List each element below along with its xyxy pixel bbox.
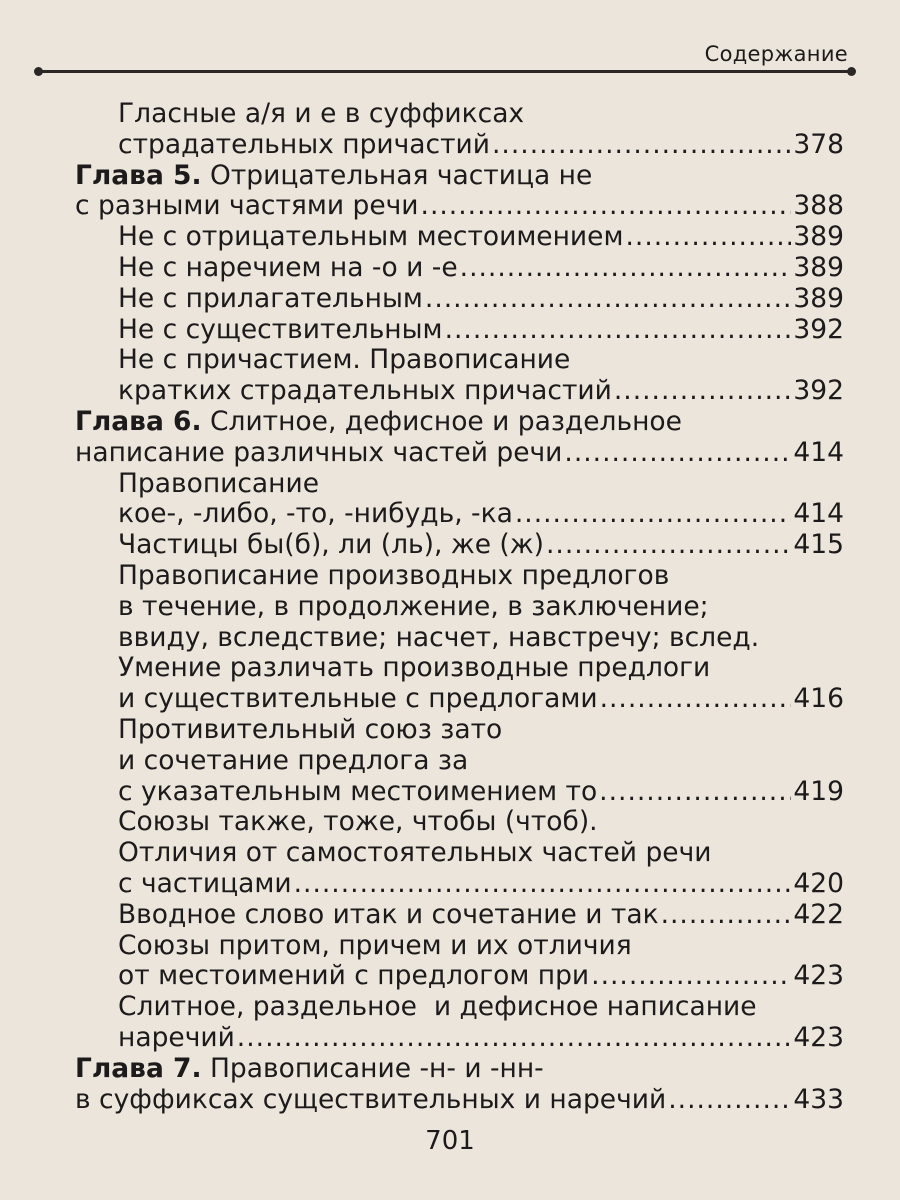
toc-page-number: 423 [793, 960, 844, 992]
toc-line [0, 592, 900, 623]
toc-line-text: Не с прилагательным [118, 282, 423, 314]
toc-page-number: 392 [793, 375, 844, 407]
toc-line [0, 869, 900, 900]
toc-line-text: с частицами [118, 867, 292, 899]
toc-page-number: 415 [793, 529, 844, 561]
toc-line-text: Союзы также, тоже, чтобы (чтоб). [118, 806, 598, 838]
dot-leader [421, 191, 792, 222]
toc-line-text: в течение, в продолжение, в заключение; [118, 590, 709, 622]
dot-leader [625, 222, 791, 253]
toc-line [0, 530, 900, 561]
toc-line [0, 623, 900, 654]
toc-line [0, 931, 900, 962]
toc-line-text: Гласные а/я и е в суффиксах [118, 98, 525, 129]
toc-line [0, 1085, 900, 1116]
dot-leader [460, 253, 792, 284]
toc-line [0, 900, 900, 931]
toc-page-number: 389 [793, 282, 844, 314]
toc-line [0, 1054, 900, 1085]
dot-leader [445, 315, 792, 346]
toc-line-text: в суффиксах существительных и наречий [75, 1083, 667, 1115]
toc-line-text: с указательным местоимением то [118, 775, 598, 807]
toc-line-text: Вводное слово итак и сочетание и так [118, 898, 659, 930]
page-number: 701 [425, 1126, 475, 1156]
toc-page-number: 414 [793, 436, 844, 468]
toc-line-text: страдательных причастий [118, 128, 490, 160]
dot-leader [564, 438, 791, 469]
dot-leader [591, 961, 791, 992]
toc-line [0, 161, 900, 192]
toc-line [0, 438, 900, 469]
toc-page-number: 414 [793, 498, 844, 530]
toc-line [0, 961, 900, 992]
dot-leader [661, 900, 792, 931]
dot-leader [425, 284, 792, 315]
toc-line-text: Противительный союз зато [118, 713, 503, 745]
toc-line [0, 99, 900, 130]
toc-page-number: 378 [793, 128, 844, 160]
toc-entry[interactable] [0, 992, 900, 1054]
toc-line-text: Правописание производных предлогов [118, 559, 670, 591]
toc-line-text: наречий [118, 1021, 235, 1053]
toc-line [0, 807, 900, 838]
toc-entry[interactable] [0, 715, 900, 807]
toc-line-text: и сочетание предлога за [118, 744, 469, 776]
toc-line-text: и существительные с предлогами [118, 683, 598, 715]
toc-entry[interactable] [0, 345, 900, 407]
dot-leader [599, 777, 791, 808]
toc-line [0, 499, 900, 530]
toc-chapter-entry[interactable] [0, 1054, 900, 1116]
toc-line-text: Умение различать производные предлоги [118, 652, 711, 684]
toc-entry[interactable] [0, 315, 900, 346]
toc-page-number: 422 [793, 898, 844, 930]
dot-leader [294, 869, 792, 900]
toc-entry[interactable] [0, 222, 900, 253]
toc-page-number: 423 [793, 1021, 844, 1053]
toc-line [0, 253, 900, 284]
toc-line-text: Не с наречием на -о и -е [118, 251, 458, 283]
toc-line [0, 407, 900, 438]
dot-leader [492, 130, 791, 161]
chapter-label: Глава 5. [75, 159, 202, 191]
toc-line [0, 715, 900, 746]
toc-page-number: 389 [793, 251, 844, 283]
toc-line-text: Слитное, дефисное и раздельное [210, 405, 682, 437]
dot-leader [614, 376, 792, 407]
toc-entry[interactable] [0, 469, 900, 531]
toc-entry[interactable] [0, 561, 900, 715]
toc-page-number: 388 [793, 190, 844, 222]
toc-line-text: кое-, -либо, -то, -нибудь, -ка [118, 498, 513, 530]
toc-page-number: 392 [793, 313, 844, 345]
toc-line-text: Правописание -н- и -нн- [210, 1052, 544, 1084]
toc-line-text: Не с отрицательным местоимением [118, 221, 624, 253]
toc-line [0, 992, 900, 1023]
toc-line [0, 684, 900, 715]
toc-line-text: от местоимений с предлогом при [118, 960, 590, 992]
dot-leader [600, 684, 792, 715]
header-rule [38, 70, 852, 73]
toc-line-text: Не с существительным [118, 313, 443, 345]
toc-entry[interactable] [0, 900, 900, 931]
toc-line-text: Правописание [118, 467, 320, 499]
toc-line-text: Отрицательная частица не [210, 159, 593, 191]
chapter-label: Глава 7. [75, 1052, 202, 1084]
toc-line [0, 284, 900, 315]
toc-line [0, 469, 900, 500]
table-of-contents [0, 99, 900, 1115]
toc-line [0, 222, 900, 253]
dot-leader [515, 499, 792, 530]
toc-line [0, 746, 900, 777]
toc-line-text: с разными частями речи [75, 190, 419, 222]
toc-line-text: Отличия от самостоятельных частей речи [118, 837, 712, 869]
toc-page-number: 433 [793, 1083, 844, 1115]
toc-line-text: ввиду, вследствие; насчет, навстречу; вслед. [118, 621, 760, 653]
toc-chapter-entry[interactable] [0, 407, 900, 469]
toc-page-number: 419 [793, 775, 844, 807]
toc-entry[interactable] [0, 284, 900, 315]
toc-entry[interactable] [0, 99, 900, 161]
toc-line-text: Слитное, раздельное и дефисное написание [118, 991, 757, 1023]
toc-page-number: 420 [793, 867, 844, 899]
toc-line [0, 777, 900, 808]
toc-entry[interactable] [0, 530, 900, 561]
toc-line [0, 653, 900, 684]
toc-line-text: Союзы притом, причем и их отличия [118, 929, 632, 961]
running-header: Содержание [704, 42, 848, 66]
toc-line [0, 1023, 900, 1054]
toc-line-text: написание различных частей речи [75, 436, 563, 468]
toc-line-text: Не с причастием. Правописание [118, 344, 571, 376]
toc-line-text: кратких страдательных причастий [118, 375, 612, 407]
dot-leader [237, 1023, 792, 1054]
dot-leader [546, 530, 791, 561]
toc-line [0, 130, 900, 161]
toc-line-text: Частицы бы(б), ли (ль), же (ж) [118, 529, 544, 561]
toc-line [0, 191, 900, 222]
toc-page-number: 389 [793, 221, 844, 253]
toc-chapter-entry[interactable] [0, 161, 900, 223]
toc-line [0, 838, 900, 869]
chapter-label: Глава 6. [75, 405, 202, 437]
toc-entry[interactable] [0, 931, 900, 993]
toc-line [0, 315, 900, 346]
toc-entry[interactable] [0, 253, 900, 284]
toc-line [0, 561, 900, 592]
dot-leader [668, 1085, 791, 1116]
toc-entry[interactable] [0, 807, 900, 899]
toc-line [0, 376, 900, 407]
toc-page-number: 416 [793, 683, 844, 715]
toc-line [0, 345, 900, 376]
